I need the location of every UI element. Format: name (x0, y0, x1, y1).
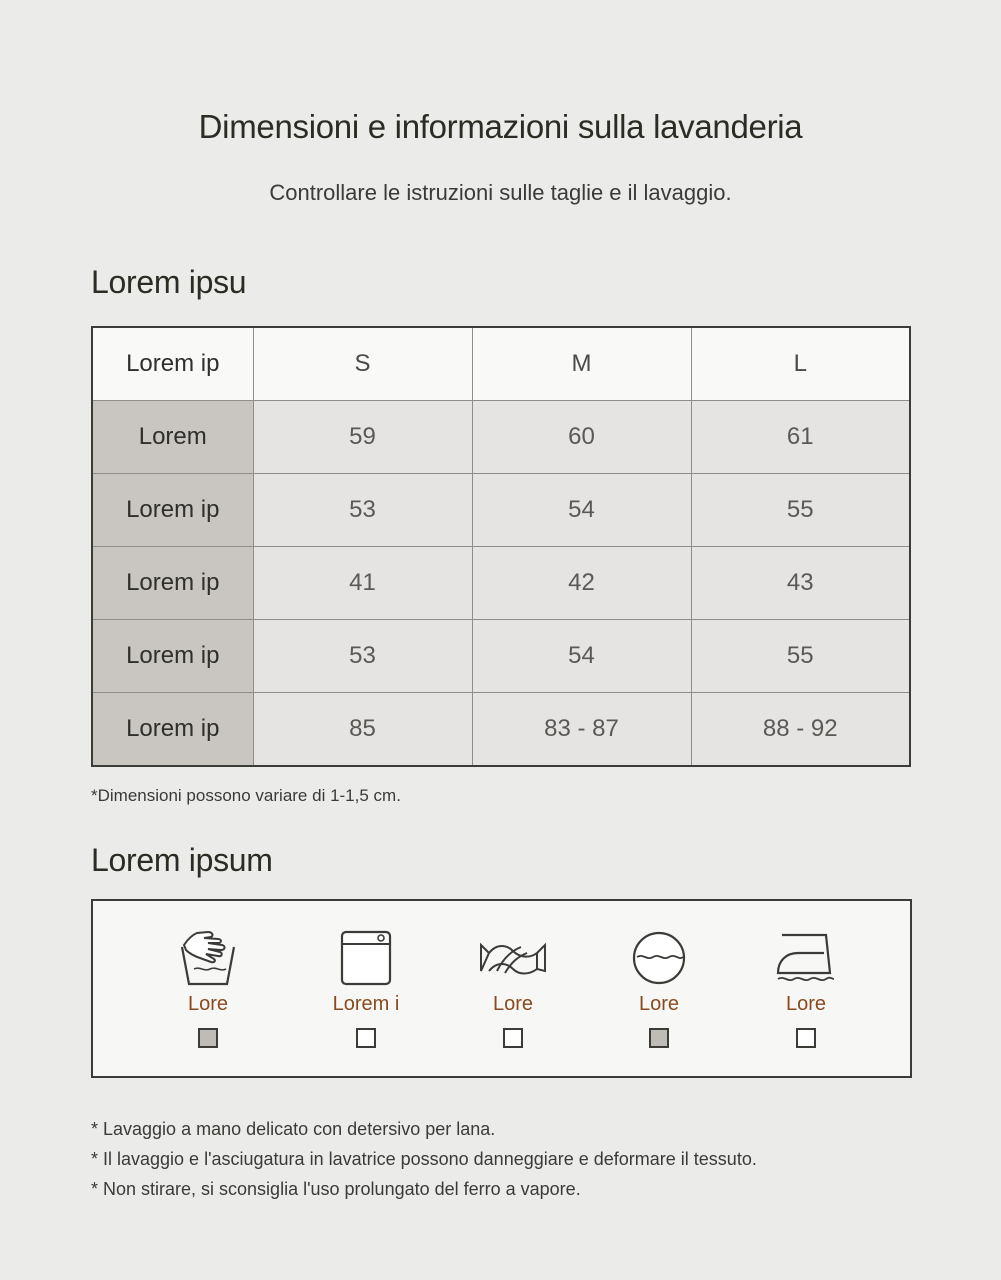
care-instructions (91, 1114, 757, 1204)
care-symbols-panel (91, 899, 912, 1078)
row-label: Lorem ip (92, 693, 253, 767)
size-note: *Dimensioni possono variare di 1-1,5 cm. (91, 786, 401, 805)
page-subtitle: Controllare le istruzioni sulle taglie e il lavaggio. (269, 180, 732, 205)
care-item-wring (453, 929, 573, 1048)
size-section-heading: Lorem ipsu (91, 264, 247, 300)
instruction-line: * Lavaggio a mano delicato con detersivo per lana. (91, 1119, 496, 1139)
row-label: Lorem ip (92, 547, 253, 620)
table-cell: 59 (253, 401, 472, 474)
care-item-label: Lore (187, 993, 229, 1015)
care-checkbox[interactable] (503, 1028, 523, 1048)
table-row (92, 693, 910, 767)
instruction-line: * Non stirare, si sconsiglia l'uso prolungato del ferro a vapore. (91, 1179, 581, 1199)
care-section-heading: Lorem ipsum (91, 842, 273, 878)
table-row (92, 401, 910, 474)
iron-icon (774, 929, 838, 987)
table-row (92, 474, 910, 547)
wring-twist-icon (477, 929, 549, 987)
table-cell: 42 (472, 547, 691, 620)
table-cell: 60 (472, 401, 691, 474)
care-checkbox[interactable] (356, 1028, 376, 1048)
care-item-label: Lorem i (332, 993, 400, 1015)
row-label: Lorem ip (92, 474, 253, 547)
hand-wash-icon (178, 929, 238, 987)
table-row (92, 547, 910, 620)
table-cell: 88 - 92 (691, 693, 910, 767)
row-label: Lorem (92, 401, 253, 474)
care-item-tumble-dry (599, 929, 719, 1048)
page-title: Dimensioni e informazioni sulla lavanderia (198, 108, 803, 145)
care-checkbox[interactable] (796, 1028, 816, 1048)
column-header: M (472, 327, 691, 401)
table-row (92, 620, 910, 693)
table-cell: 54 (472, 474, 691, 547)
table-cell: 61 (691, 401, 910, 474)
size-table-header-row (92, 327, 910, 401)
care-item-label: Lore (785, 993, 827, 1015)
care-item-hand-wash (148, 929, 268, 1048)
care-item-iron (746, 929, 866, 1048)
table-cell: 43 (691, 547, 910, 620)
column-header: L (691, 327, 910, 401)
care-item-washing-machine (306, 929, 426, 1048)
care-checkbox[interactable] (198, 1028, 218, 1048)
column-header: S (253, 327, 472, 401)
column-header: Lorem ip (92, 327, 253, 401)
table-cell: 55 (691, 474, 910, 547)
tumble-dry-icon (629, 929, 689, 987)
table-cell: 41 (253, 547, 472, 620)
table-cell: 53 (253, 620, 472, 693)
care-item-label: Lore (492, 993, 534, 1015)
instruction-line: * Il lavaggio e l'asciugatura in lavatrice possono danneggiare e deformare il tessuto. (91, 1149, 757, 1169)
table-cell: 55 (691, 620, 910, 693)
table-cell: 85 (253, 693, 472, 767)
table-cell: 54 (472, 620, 691, 693)
care-checkbox[interactable] (649, 1028, 669, 1048)
table-cell: 53 (253, 474, 472, 547)
care-item-label: Lore (638, 993, 680, 1015)
size-table (91, 326, 911, 767)
row-label: Lorem ip (92, 620, 253, 693)
table-cell: 83 - 87 (472, 693, 691, 767)
washing-machine-icon (336, 929, 396, 987)
